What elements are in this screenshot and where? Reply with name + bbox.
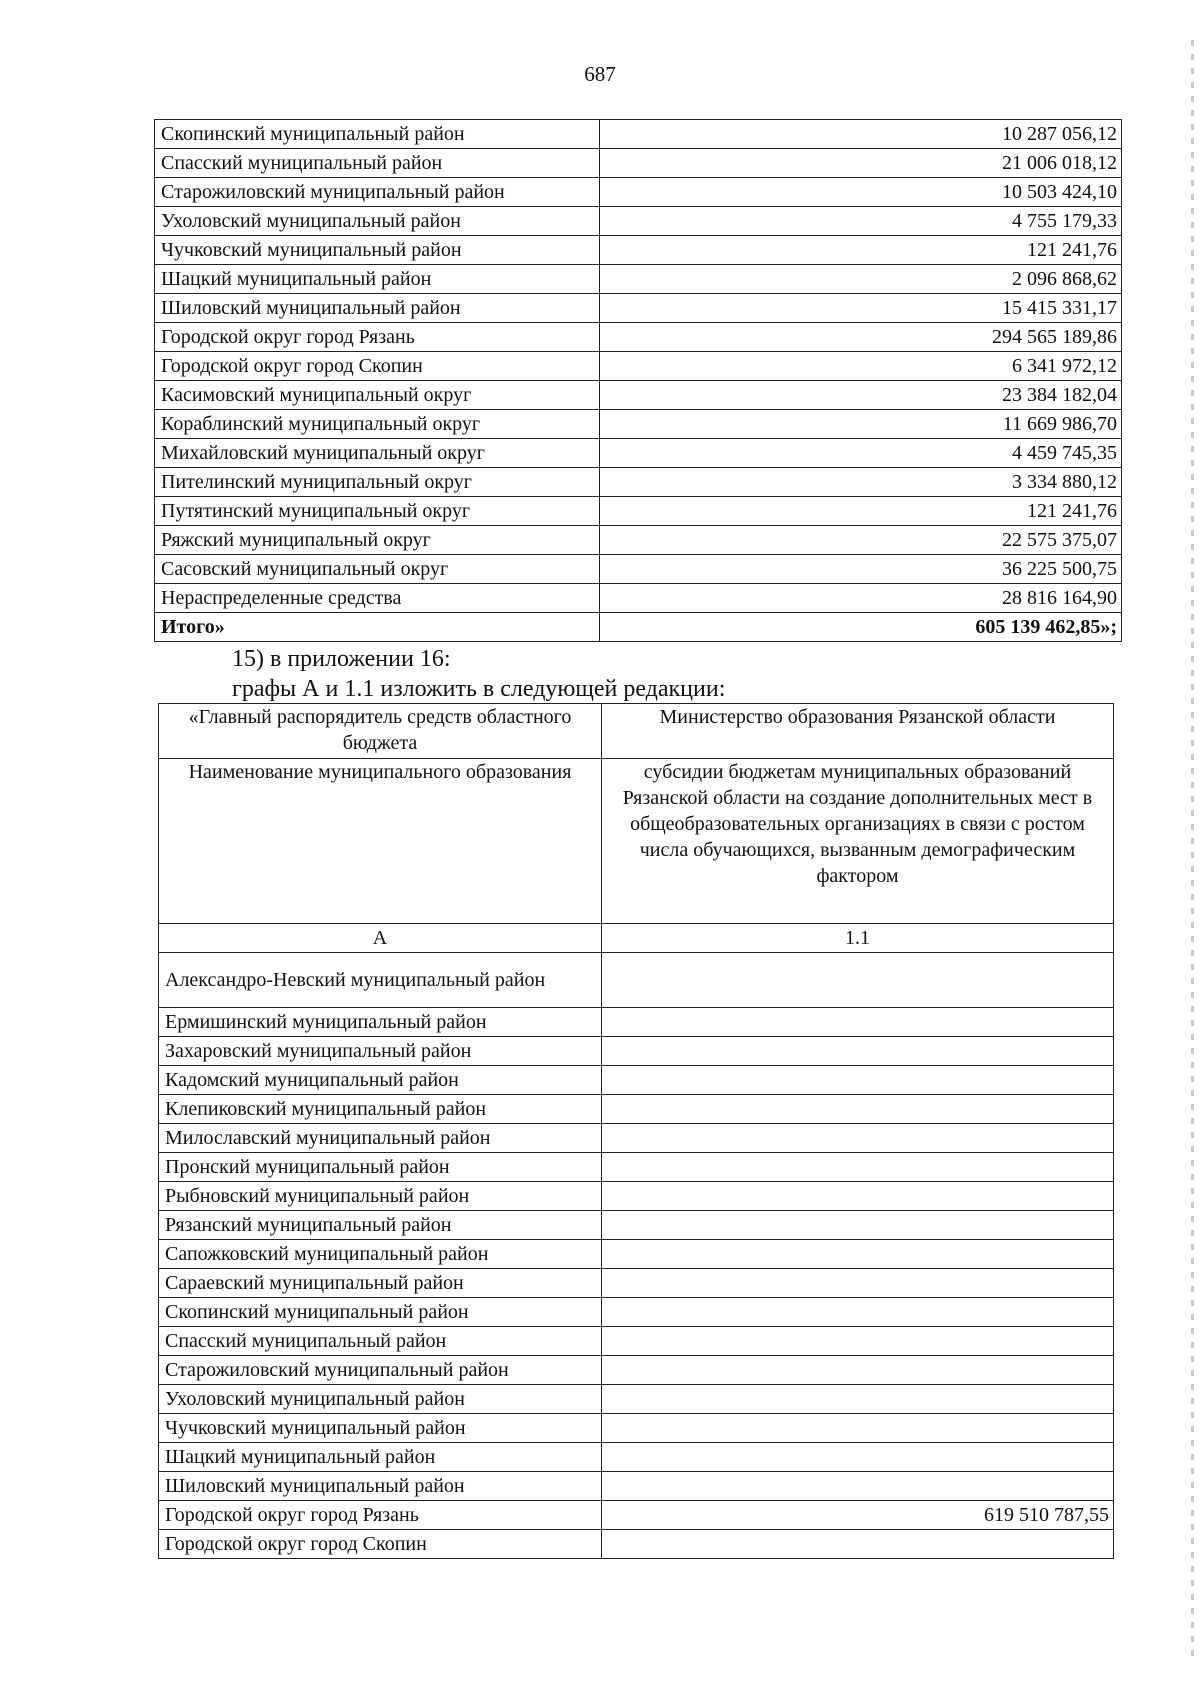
amount-value: [602, 1385, 1114, 1414]
amount-value: 4 755 179,33: [600, 207, 1122, 236]
amount-value: [602, 1356, 1114, 1385]
table-row: [155, 468, 1122, 497]
municipality-name: Александро-Невский муниципальный район: [159, 953, 602, 1008]
table-row: [159, 1298, 1114, 1327]
amount-value: 23 384 182,04: [600, 381, 1122, 410]
page-number: 687: [584, 62, 616, 86]
amount-value: [602, 953, 1114, 1008]
municipality-name: Городской округ город Скопин: [159, 1530, 602, 1559]
table-row: [159, 1269, 1114, 1298]
amount-value: 28 816 164,90: [600, 584, 1122, 613]
amount-value: 619 510 787,55: [602, 1501, 1114, 1530]
column-1-1-label: 1.1: [602, 924, 1114, 953]
municipality-name: Городской округ город Скопин: [155, 352, 600, 381]
amount-value: [602, 1530, 1114, 1559]
amount-value: [602, 1153, 1114, 1182]
municipality-name: Городской округ город Рязань: [159, 1501, 602, 1530]
amount-value: [602, 1327, 1114, 1356]
municipality-name: Путятинский муниципальный округ: [155, 497, 600, 526]
table-row: [159, 1066, 1114, 1095]
table-row: [155, 207, 1122, 236]
amount-value: 2 096 868,62: [600, 265, 1122, 294]
table-row: [159, 1356, 1114, 1385]
allocation-table-body: [155, 120, 1122, 613]
municipality-name: Рязанский муниципальный район: [159, 1211, 602, 1240]
table-row: [155, 439, 1122, 468]
municipality-name: Скопинский муниципальный район: [159, 1298, 602, 1327]
amount-value: [602, 1414, 1114, 1443]
municipality-name: Чучковский муниципальный район: [159, 1414, 602, 1443]
amount-value: 121 241,76: [600, 236, 1122, 265]
table-row: [155, 584, 1122, 613]
table-row: [155, 294, 1122, 323]
municipality-name: Ухоловский муниципальный район: [159, 1385, 602, 1414]
amount-value: 6 341 972,12: [600, 352, 1122, 381]
amount-value: [602, 1298, 1114, 1327]
table-row: [155, 497, 1122, 526]
municipality-name: Клепиковский муниципальный район: [159, 1095, 602, 1124]
municipality-name: Захаровский муниципальный район: [159, 1037, 602, 1066]
amount-value: [602, 1008, 1114, 1037]
header-municipality-label: Наименование муниципального образования: [159, 759, 602, 924]
amount-value: [602, 1182, 1114, 1211]
amount-value: [602, 1095, 1114, 1124]
municipality-name: Пителинский муниципальный округ: [155, 468, 600, 497]
municipality-name: Кораблинский муниципальный округ: [155, 410, 600, 439]
table-row: [155, 120, 1122, 149]
amount-value: 22 575 375,07: [600, 526, 1122, 555]
municipality-name: Сараевский муниципальный район: [159, 1269, 602, 1298]
municipality-name: Шацкий муниципальный район: [159, 1443, 602, 1472]
amount-value: [602, 1037, 1114, 1066]
table-row: [159, 1182, 1114, 1211]
table-row: [159, 1530, 1114, 1559]
municipality-name: Пронский муниципальный район: [159, 1153, 602, 1182]
amount-value: [602, 1240, 1114, 1269]
table-row: [159, 1153, 1114, 1182]
amount-value: 10 503 424,10: [600, 178, 1122, 207]
amendment-item: 15) в приложении 16:: [232, 646, 451, 672]
municipality-name: Шиловский муниципальный район: [159, 1472, 602, 1501]
table-row: [159, 1240, 1114, 1269]
header-subsidy-description: субсидии бюджетам муниципальных образований Рязанской области на создание дополнительных мест в общеобразовательных организациях в связи с ростом числа обучающихся, вызванным демографическим фактором: [602, 759, 1114, 924]
column-a-label: А: [159, 924, 602, 953]
municipality-name: Спасский муниципальный район: [159, 1327, 602, 1356]
amount-value: 21 006 018,12: [600, 149, 1122, 178]
municipality-name: Нераспределенные средства: [155, 584, 600, 613]
municipality-name: Рыбновский муниципальный район: [159, 1182, 602, 1211]
table-row: [155, 410, 1122, 439]
amount-value: [602, 1443, 1114, 1472]
municipality-name: Ряжский муниципальный округ: [155, 526, 600, 555]
column-number-row: [159, 924, 1114, 953]
municipality-name: Милославский муниципальный район: [159, 1124, 602, 1153]
amount-value: [602, 1124, 1114, 1153]
table-row: [155, 352, 1122, 381]
table-row: [159, 1472, 1114, 1501]
municipality-name: Городской округ город Рязань: [155, 323, 600, 352]
amount-value: [602, 1211, 1114, 1240]
municipality-name: Шиловский муниципальный район: [155, 294, 600, 323]
amount-value: 36 225 500,75: [600, 555, 1122, 584]
table-row: [155, 265, 1122, 294]
municipality-name: Шацкий муниципальный район: [155, 265, 600, 294]
header-distributor-value: Министерство образования Рязанской области: [602, 704, 1114, 759]
municipality-name: Ермишинский муниципальный район: [159, 1008, 602, 1037]
table-row: [159, 1327, 1114, 1356]
municipality-name: Сапожковский муниципальный район: [159, 1240, 602, 1269]
table-row: [159, 953, 1114, 1008]
municipality-name: Старожиловский муниципальный район: [155, 178, 600, 207]
municipality-name: Касимовский муниципальный округ: [155, 381, 600, 410]
table-row: [159, 1008, 1114, 1037]
total-row: [155, 613, 1122, 642]
amount-value: [602, 1269, 1114, 1298]
amount-value: 4 459 745,35: [600, 439, 1122, 468]
amount-value: [602, 1472, 1114, 1501]
municipality-name: Сасовский муниципальный округ: [155, 555, 600, 584]
municipality-name: Кадомский муниципальный район: [159, 1066, 602, 1095]
amendment-instruction: графы А и 1.1 изложить в следующей редакции:: [232, 676, 726, 702]
allocation-table-continued: [154, 119, 1122, 642]
table-row: [159, 1414, 1114, 1443]
amount-value: 10 287 056,12: [600, 120, 1122, 149]
table-row: [155, 178, 1122, 207]
table-row: [155, 323, 1122, 352]
table-row: [159, 1443, 1114, 1472]
table-row: [155, 555, 1122, 584]
municipality-name: Старожиловский муниципальный район: [159, 1356, 602, 1385]
table-row: [155, 236, 1122, 265]
table-row: [159, 1385, 1114, 1414]
amount-value: 11 669 986,70: [600, 410, 1122, 439]
total-label: Итого»: [155, 613, 600, 642]
header-distributor-label: «Главный распорядитель средств областного бюджета: [159, 704, 602, 759]
header-row-distributor: [159, 704, 1114, 759]
municipality-name: Спасский муниципальный район: [155, 149, 600, 178]
amount-value: 15 415 331,17: [600, 294, 1122, 323]
header-row-subsidy: [159, 759, 1114, 924]
table-row: [155, 381, 1122, 410]
appendix-16-table: [158, 703, 1114, 1559]
table-row: [155, 526, 1122, 555]
amount-value: [602, 1066, 1114, 1095]
amount-value: 294 565 189,86: [600, 323, 1122, 352]
table-row: [159, 1211, 1114, 1240]
table-row: [159, 1501, 1114, 1530]
municipality-name: Чучковский муниципальный район: [155, 236, 600, 265]
total-value: 605 139 462,85»;: [600, 613, 1122, 642]
appendix-16-table-body: [159, 953, 1114, 1559]
municipality-name: Михайловский муниципальный округ: [155, 439, 600, 468]
scan-edge-artifact: [1191, 40, 1194, 1660]
amount-value: 3 334 880,12: [600, 468, 1122, 497]
municipality-name: Ухоловский муниципальный район: [155, 207, 600, 236]
table-row: [159, 1095, 1114, 1124]
table-row: [159, 1124, 1114, 1153]
municipality-name: Скопинский муниципальный район: [155, 120, 600, 149]
amount-value: 121 241,76: [600, 497, 1122, 526]
table-row: [159, 1037, 1114, 1066]
table-row: [155, 149, 1122, 178]
